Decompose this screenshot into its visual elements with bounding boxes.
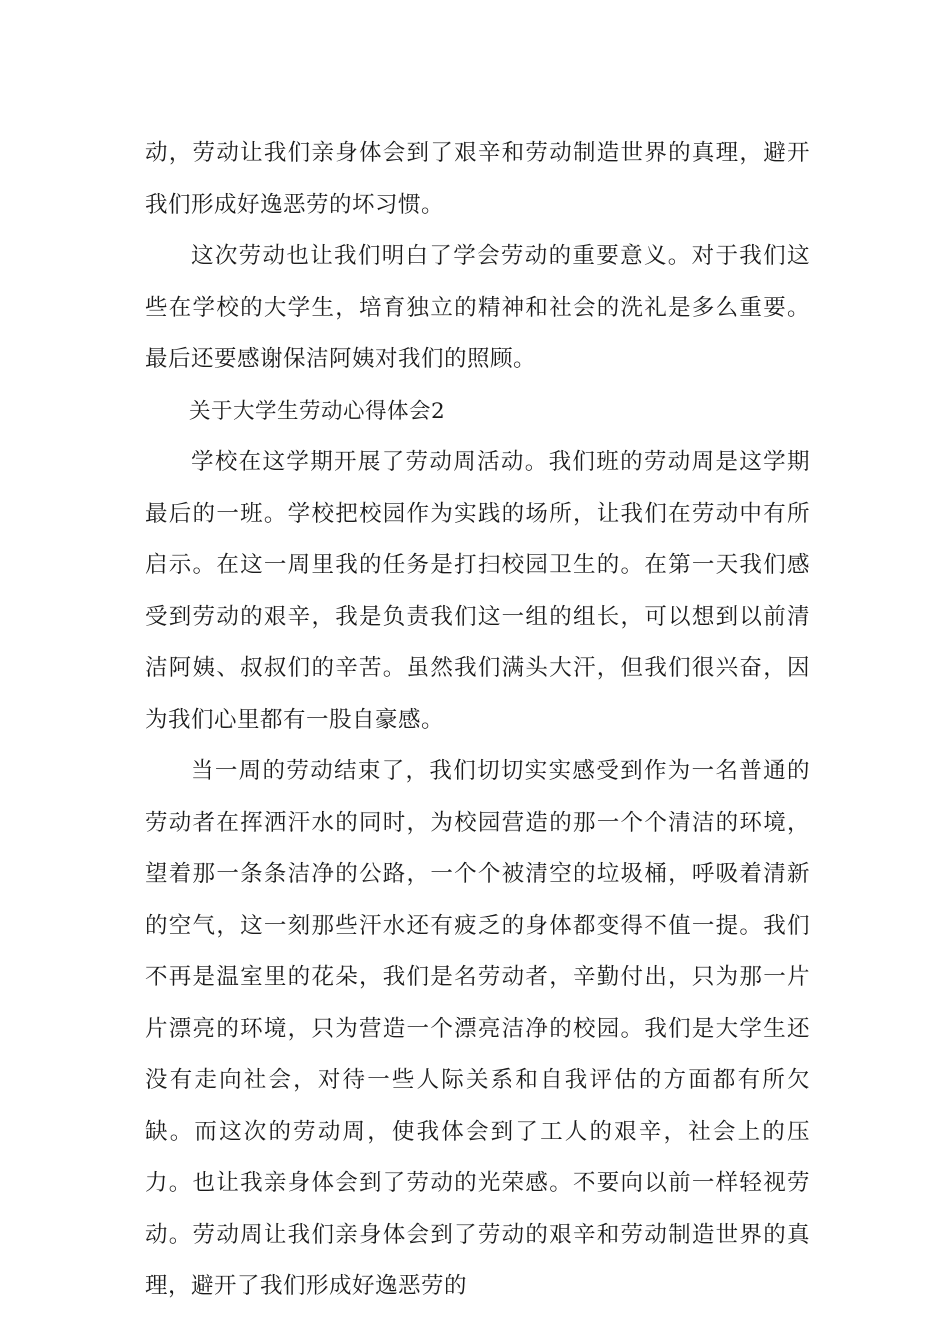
section-heading: 关于大学生劳动心得体会2: [189, 398, 446, 424]
document-body: [145, 128, 810, 1313]
paragraph-labor-week: 学校在这学期开展了劳动周活动。我们班的劳动周是这学期最后的一班。学校把校园作为实践的场所，让我们在劳动中有所启示。在这一周里我的任务是打扫校园卫生的。在第一天我们感受到劳动的艰辛，我是负责我们这一组的组长，可以想到以前清洁阿姨、叔叔们的辛苦。虽然我们满头大汗，但我们很兴奋，因为我们心里都有一股自豪感。: [145, 449, 810, 733]
paragraph-significance: 这次劳动也让我们明白了学会劳动的重要意义。对于我们这些在学校的大学生，培育独立的精神和社会的洗礼是多么重要。最后还要感谢保洁阿姨对我们的照顾。: [145, 243, 810, 372]
paragraph-continuation: 动，劳动让我们亲身体会到了艰辛和劳动制造世界的真理，避开我们形成好逸恶劳的坏习惯。: [145, 140, 810, 218]
paragraph-reflection: 当一周的劳动结束了，我们切切实实感受到作为一名普通的劳动者在挥洒汗水的同时，为校园营造的那一个个清洁的环境，望着那一条条洁净的公路，一个个被清空的垃圾桶，呼吸着清新的空气，这一刻那些汗水还有疲乏的身体都变得不值一提。我们不再是温室里的花朵，我们是名劳动者，辛勤付出，只为那一片片漂亮的环境，只为营造一个漂亮洁净的校园。我们是大学生还没有走向社会，对待一些人际关系和自我评估的方面都有所欠缺。而这次的劳动周，使我体会到了工人的艰辛，社会上的压力。也让我亲身体会到了劳动的光荣感。不要向以前一样轻视劳动。劳动周让我们亲身体会到了劳动的艰辛和劳动制造世界的真理，避开了我们形成好逸恶劳的: [145, 758, 810, 1299]
